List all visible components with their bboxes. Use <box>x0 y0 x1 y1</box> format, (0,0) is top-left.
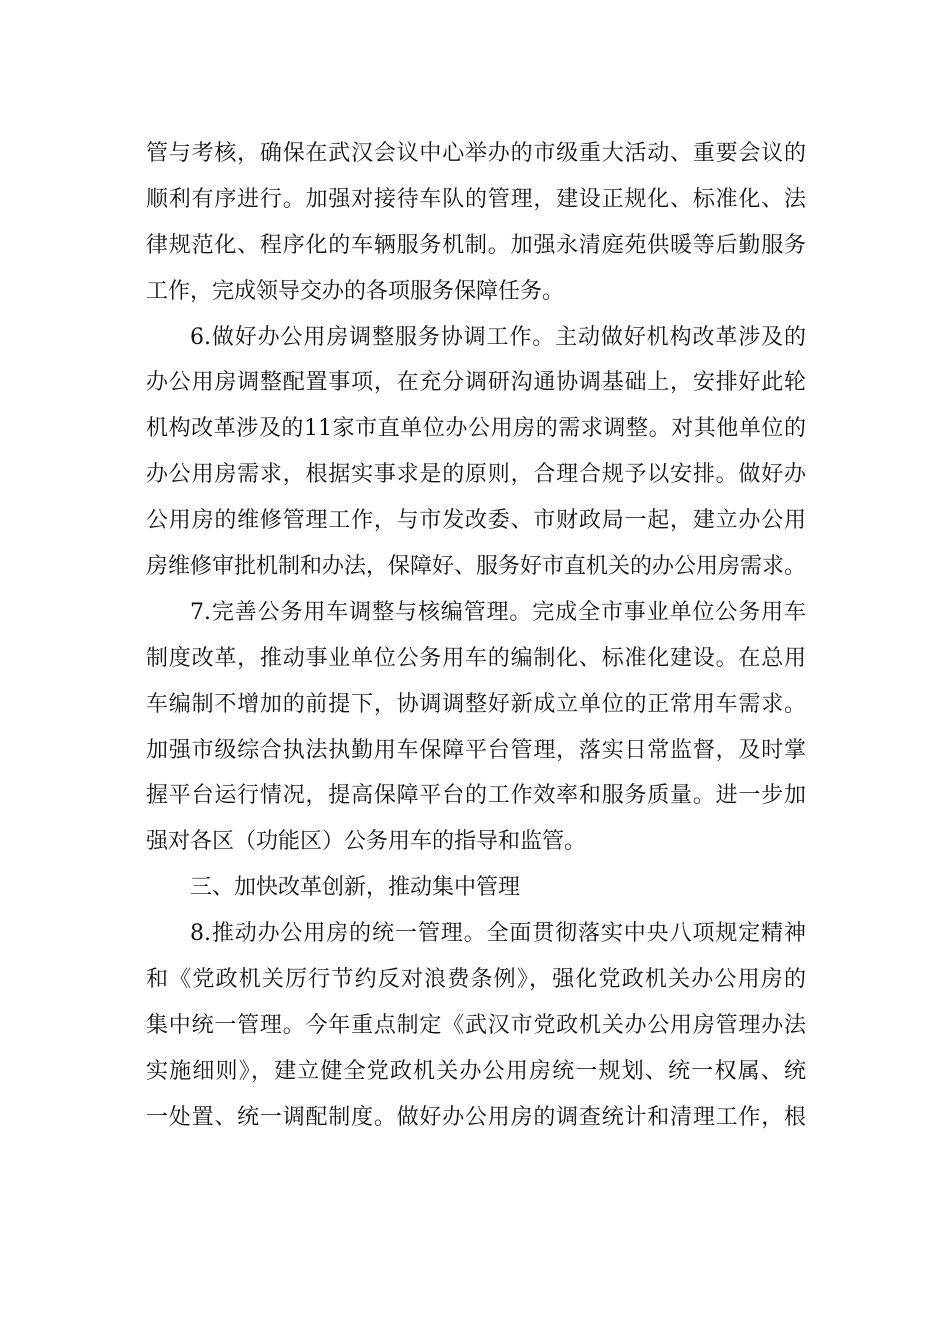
document-line: 房维修审批机制和办法，保障好、服务好市直机关的办公用房需求。 <box>146 554 807 580</box>
document-line: 公用房的维修管理工作，与市发改委、市财政局一起，建立办公用 <box>146 508 806 534</box>
document-line: 和《党政机关厉行节约反对浪费条例》，强化党政机关办公用房的 <box>146 967 806 993</box>
document-line: 工作，完成领导交办的各项服务保障任务。 <box>146 278 565 304</box>
document-line: 实施细则》，建立健全党政机关办公用房统一规划、统一权属、统 <box>146 1058 806 1084</box>
document-line: 三、加快改革创新，推动集中管理 <box>190 875 521 901</box>
document-line: 握平台运行情况，提高保障平台的工作效率和服务质量。进一步加 <box>146 783 806 809</box>
document-line: 车编制不增加的前提下，协调调整好新成立单位的正常用车需求。 <box>146 691 806 717</box>
document-line: 顺利有序进行。加强对接待车队的管理，建设正规化、标准化、法 <box>146 186 806 212</box>
document-line: 办公用房调整配置事项，在充分调研沟通协调基础上，安排好此轮 <box>146 370 806 396</box>
document-line: 加强市级综合执法执勤用车保障平台管理，落实日常监督，及时掌 <box>146 737 806 763</box>
document-line: 7.完善公务用车调整与核编管理。完成全市事业单位公务用车 <box>190 599 806 625</box>
document-body <box>146 131 806 1141</box>
document-line: 机构改革涉及的11家市直单位办公用房的需求调整。对其他单位的 <box>146 416 806 442</box>
document-line: 6.做好办公用房调整服务协调工作。主动做好机构改革涉及的 <box>190 324 806 350</box>
document-line: 管与考核，确保在武汉会议中心举办的市级重大活动、重要会议的 <box>146 141 806 166</box>
document-line: 8.推动办公用房的统一管理。全面贯彻落实中央八项规定精神 <box>190 921 806 947</box>
document-line: 制度改革，推动事业单位公务用车的编制化、标准化建设。在总用 <box>146 645 806 671</box>
document-line: 集中统一管理。今年重点制定《武汉市党政机关办公用房管理办法 <box>146 1012 806 1038</box>
document-line: 办公用房需求，根据实事求是的原则，合理合规予以安排。做好办 <box>146 462 806 488</box>
document-line: 律规范化、程序化的车辆服务机制。加强永清庭苑供暖等后勤服务 <box>146 232 806 258</box>
document-line: 一处置、统一调配制度。做好办公用房的调查统计和清理工作，根 <box>146 1104 806 1130</box>
document-line: 强对各区（功能区）公务用车的指导和监管。 <box>146 829 587 855</box>
